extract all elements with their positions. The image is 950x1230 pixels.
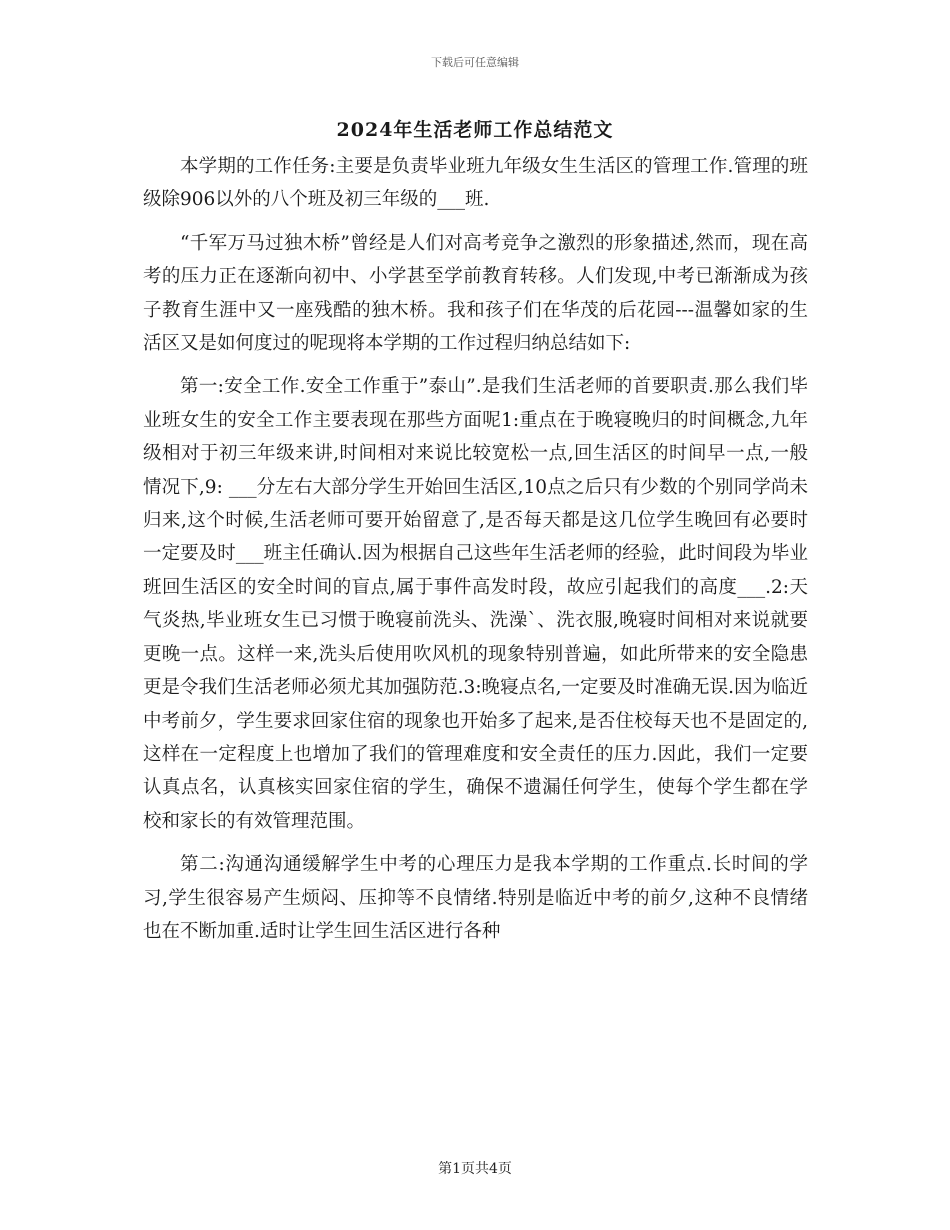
header-note: 下载后可任意编辑 <box>431 56 519 69</box>
document-body <box>143 150 808 958</box>
page-number: 第1页共4页 <box>438 1161 512 1177</box>
paragraph: 本学期的工作任务:主要是负责毕业班九年级女生生活区的管理工作.管理的班级除906以外的八个班及初三年级的___班. <box>143 156 808 211</box>
paragraph: “千军万马过独木桥”曾经是人们对高考竞争之激烈的形象描述,然而，现在高考的压力正在逐渐向初中、小学甚至学前教育转移。人们发现,中考已渐渐成为孩子教育生涯中又一座残酷的独木桥。我和孩子们在华茂的后花园---温馨如家的生活区又是如何度过的呢现将本学期的工作过程归纳总结如下: <box>143 232 808 355</box>
paragraph: 第一:安全工作.安全工作重于”泰山”.是我们生活老师的首要职责.那么我们毕业班女生的安全工作主要表现在那些方面呢1:重点在于晚寝晚归的时间概念,九年级相对于初三年级来讲,时间相对来说比较宽松一点,回生活区的时间早一点,一般情况下,9: ___分左右大部分学生开始回生活区,10点之后只有少数的个别同学尚未归来,这个时候,生活老师可要开始留意了,是否每天都是这几位学生晚回有必要时一定要及时___班主任确认.因为根据自己这些年生活老师的经验，此时间段为毕业班回生活区的安全时间的盲点,属于事件高发时段，故应引起我们的高度___.2:天气炎热,毕业班女生已习惯于晚寝前洗头、洗澡`、洗衣服,晚寝时间相对来说就要更晚一点。这样一来,洗头后使用吹风机的现象特别普遍，如此所带来的安全隐患更是令我们生活老师必须尤其加强防范.3:晚寝点名,一定要及时准确无误.因为临近中考前夕，学生要求回家住宿的现象也开始多了起来,是否住校每天也不是固定的,这样在一定程度上也增加了我们的管理难度和安全责任的压力.因此，我们一定要认真点名，认真核实回家住宿的学生，确保不遗漏任何学生，使每个学生都在学校和家长的有效管理范围。 <box>143 376 808 832</box>
paragraph: 第二:沟通沟通缓解学生中考的心理压力是我本学期的工作重点.长时间的学习,学生很容易产生烦闷、压抑等不良情绪.特别是临近中考的前夕,这种不良情绪也在不断加重.适时让学生回生活区进行各种 <box>143 854 808 942</box>
document-title: 2024年生活老师工作总结范文 <box>336 119 614 141</box>
